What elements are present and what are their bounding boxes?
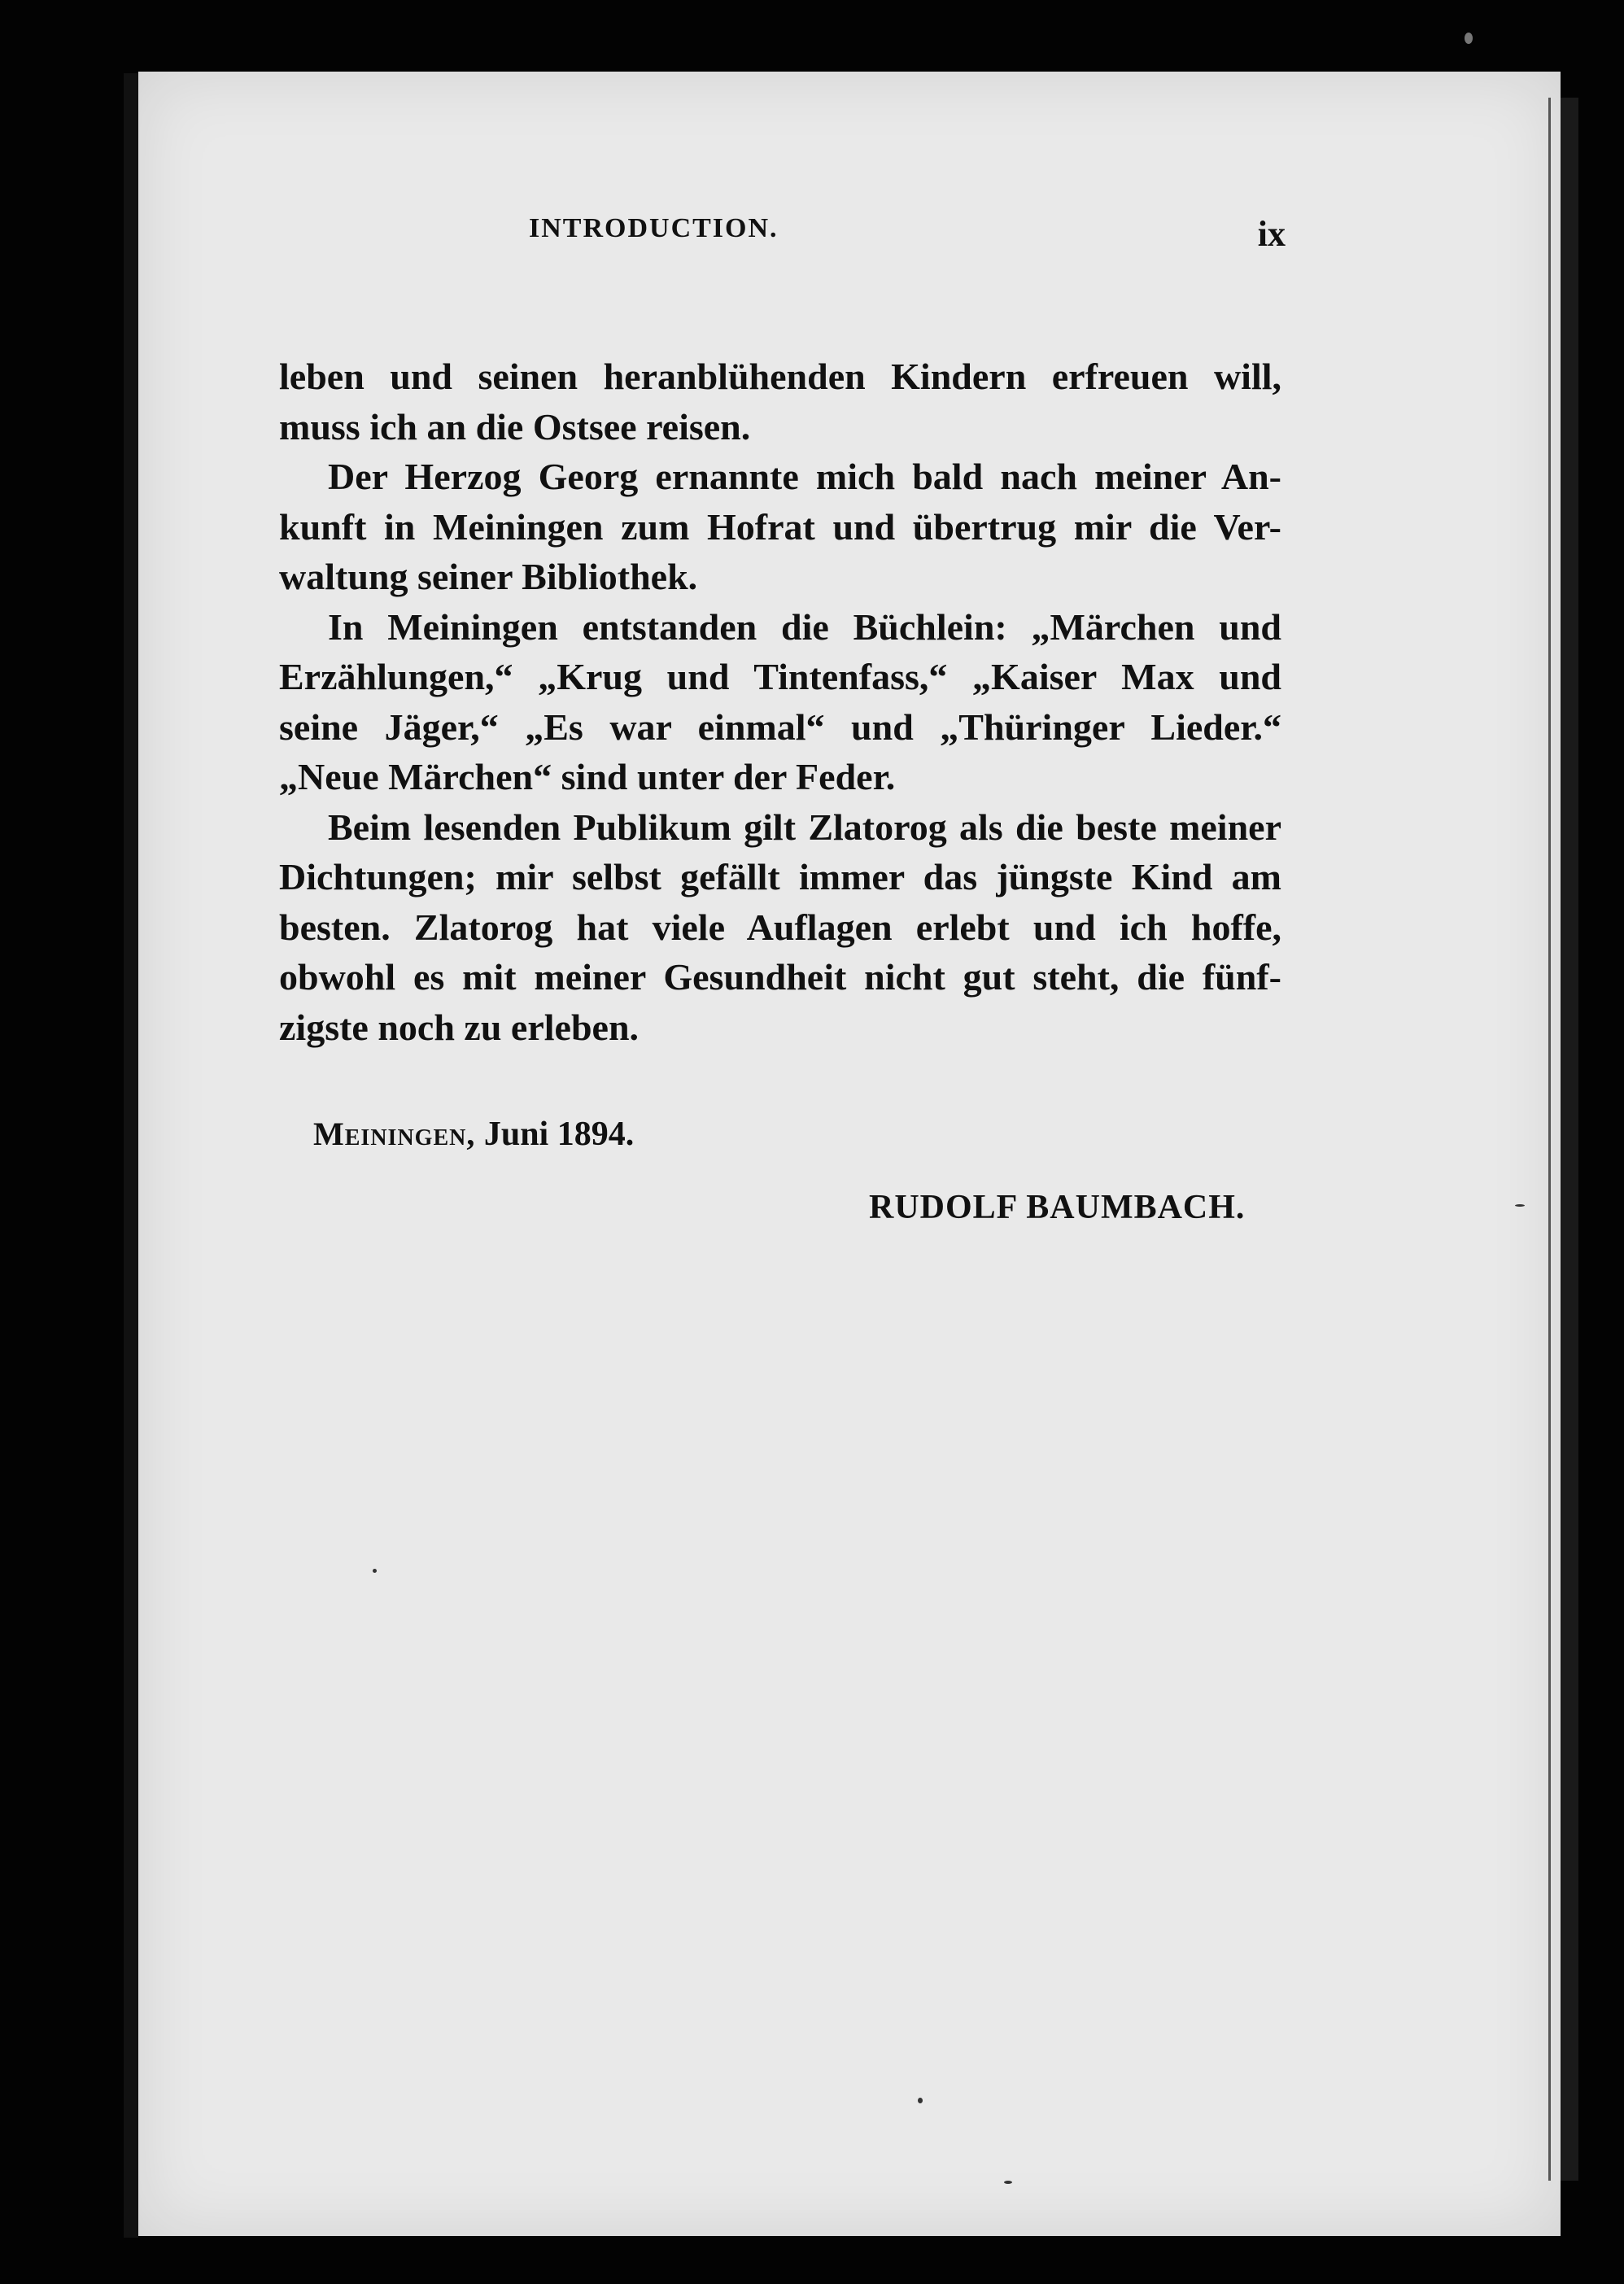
text-line: kunft in Meiningen zum Hofrat und übertrug mir die Ver- xyxy=(279,505,1281,548)
text-line: Dichtungen; mir selbst gefällt immer das jüngste Kind am xyxy=(279,856,1281,897)
text-line: „Neue Märchen“ sind unter der Feder. xyxy=(279,756,896,797)
text-line: obwohl es mit meiner Gesundheit nicht gut steht, die fünf- xyxy=(279,956,1281,998)
page-edge-line xyxy=(1548,98,1551,2181)
dust-speck xyxy=(373,1569,377,1573)
text-line: Beim lesenden Publikum gilt Zlatorog als die beste meiner xyxy=(328,806,1281,848)
dust-speck xyxy=(1515,1204,1525,1207)
dust-speck xyxy=(1465,33,1473,44)
place-date-line xyxy=(313,1115,634,1154)
text-line: waltung seiner Bibliothek. xyxy=(279,556,698,597)
author-signature: RUDOLF BAUMBACH. xyxy=(869,1189,1246,1226)
dust-speck xyxy=(918,2098,923,2103)
text-line: leben und seinen heranblühenden Kindern erfreuen will, xyxy=(279,356,1281,397)
text-line: muss ich an die Ostsee reisen. xyxy=(279,405,751,448)
text-line: besten. Zlatorog hat viele Auflagen erlebt und ich hoffe, xyxy=(279,906,1281,948)
text-line: In Meiningen entstanden die Büchlein: „Märchen und xyxy=(328,605,1281,648)
date: Juni 1894. xyxy=(483,1116,635,1153)
text-line: zigste noch zu erleben. xyxy=(279,1006,640,1048)
page-edge-shadow xyxy=(1561,98,1578,2181)
place-name: Meiningen, xyxy=(313,1116,476,1152)
text-line: Der Herzog Georg ernannte mich bald nach meiner An- xyxy=(328,456,1281,497)
page-header xyxy=(529,213,1286,262)
body-text xyxy=(279,352,1281,1052)
text-line: seine Jäger,“ „Es war einmal“ und „Thüringer Lieder.“ xyxy=(279,705,1281,748)
book-spine-shadow xyxy=(124,73,138,2238)
running-head: INTRODUCTION. xyxy=(529,213,779,243)
page-number: ix xyxy=(1257,214,1286,254)
dust-speck xyxy=(1004,2181,1012,2184)
text-line: Erzählungen,“ „Krug und Tintenfass,“ „Kaiser Max und xyxy=(279,656,1281,697)
